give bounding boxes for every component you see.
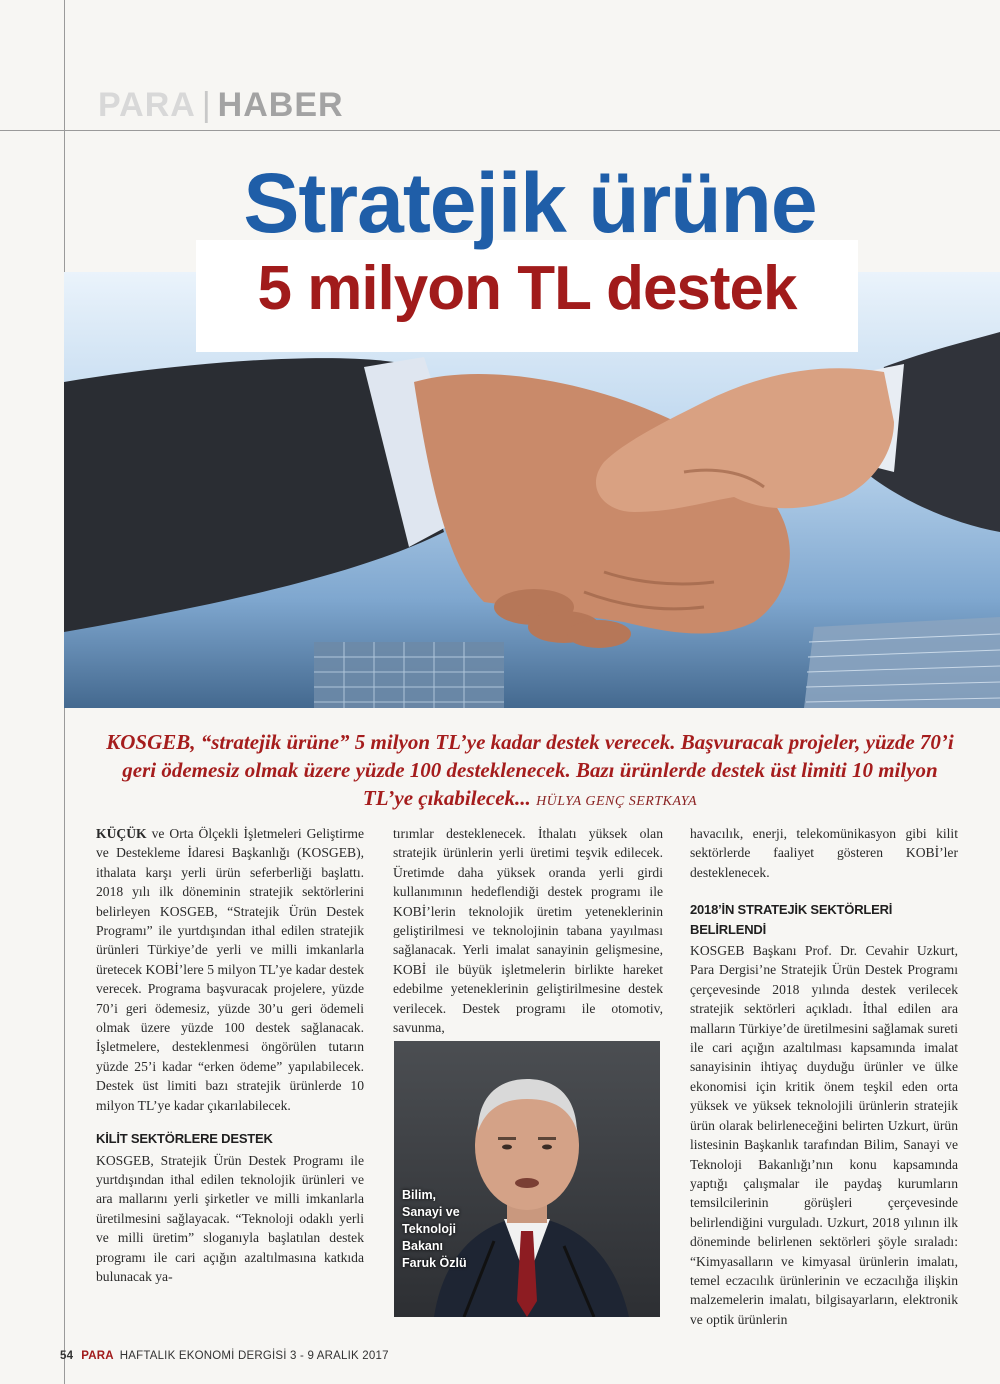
photo-caption — [402, 1187, 467, 1272]
caption-line: Teknoloji — [402, 1222, 456, 1236]
header-rule — [0, 130, 1000, 131]
paragraph — [96, 824, 364, 1115]
subheading: KİLİT SEKTÖRLERE DESTEK — [96, 1131, 273, 1147]
caption-line: Bilim, — [402, 1188, 437, 1202]
paragraph: KOSGEB, Stratejik Ürün Destek Programı ile yurtdışından ithal edilen teknolojik ürünleri ve ara mallarını yerli şirketler ve milli imkanlarla üretilmesini sağlayacak. “Teknoloji odaklı yerli ve milli üretim” sloganıyla başlatılan destek programı ile cari açığın azaltılmasına katkıda bulunacak ya- — [96, 1152, 364, 1284]
caption-line: Sanayi ve — [402, 1205, 460, 1219]
brand-name: PARA — [98, 86, 196, 124]
paragraph: KOSGEB Başkanı Prof. Dr. Cevahir Uzkurt, Para Dergisi’ne Stratejik Ürün Destek Programı çerçevesinde 2018 yılında destek verilecek stratejik sektörleri açıkladı. İthal edilen ara malların Türkiye’de üretilmesini sağlamak sureti ile cari açığın azaltılması kapsamında imalat sanayisinin ihtiyaç duyduğu ürünler ve ülke ekonomisi için kritik önem teşkil eden orta yüksek ve yüksek teknolojili ürünlerin stratejik ürün olarak belirleneceğini belirten Uzkurt, ürün listesinin Başkanlık tarafından Bilim, Sanayi ve Teknoloji Bakanlığı’nın konu kapsamında yaptığı çalışmalar ile paydaş kurumların temsilcilerinin görüşleri çerçevesinde belirlendiğini vurguladı. Uzkurt, 2018 yılının ilk döneminde belirlenen sektörleri şöyle sıraladı: “Kimyasalların ve kimyasal ürünlerin imalatı, temel eczacılık ürünlerinin ve eczacılığa ilişkin malzemelerin imalatı, bilgisayarların, elektronik ve optik ürünlerin — [690, 943, 958, 1327]
caption-line: Bakanı — [402, 1239, 443, 1253]
portrait-illustration — [394, 1041, 660, 1317]
headline-line2: 5 milyon TL destek — [257, 254, 797, 323]
section-header — [98, 88, 344, 122]
page-number: 54 — [60, 1350, 74, 1362]
paragraph: havacılık, enerji, telekomünikasyon gibi kilit sektörlerde faaliyet gösteren KOBİ’ler desteklenecek. — [690, 826, 958, 880]
subheading: 2018’İN STRATEJİK SEKTÖRLERİ BELİRLENDİ — [690, 902, 893, 937]
lead-word: KÜÇÜK — [96, 826, 147, 841]
column-3 — [690, 824, 958, 1329]
column-2 — [393, 824, 663, 1038]
column-1 — [96, 824, 364, 1286]
brand-separator: | — [201, 86, 212, 124]
section-name: HABER — [217, 86, 344, 124]
lead-text: KOSGEB, “stratejik ürüne” 5 milyon TL’ye kadar destek verecek. Başvuracak projeler, yüzde 70’i geri ödemesiz olmak üzere yüzde 100 desteklenecek. Bazı ürünlerde destek üst limiti 10 milyon TL’ye çıkabilecek... — [106, 730, 954, 810]
byline: HÜLYA GENÇ SERTKAYA — [536, 794, 698, 809]
footer-info: HAFTALIK EKONOMİ DERGİSİ 3 - 9 ARALIK 2017 — [119, 1350, 389, 1362]
paragraph-text: ve Orta Ölçekli İşletmeleri Geliştirme ve Destekleme İdaresi Başkanlığı (KOSGEB), ithalata karşı yerli ürün seferberliği başlattı. 2018 yılı ilk döneminin stratejik sektörlerini belirleyen KOSGEB, “Stratejik Ürün Destek Programı” ile yurtdışından ithal edilen stratejik ürünleri Türkiye’de yerli ve milli imkanlarla üretecek KOBİ’lere 5 milyon TL’ye kadar destek verecek. Programa başvuracak projelere, yüzde 70’i geri ödemesiz, yüzde 30’u geri ödemeli olmak üzere yüzde 100 destek sağlanacak. İşletmelere, desteklenmesi öngörülen tutarın yüzde 25’i kadar “erken ödeme” yapılabilecek. Destek üst limiti bazı stratejik ürünlerde 10 milyon TL’ye kadar çıkarılabilecek. — [96, 826, 364, 1113]
caption-line: Faruk Özlü — [402, 1256, 467, 1270]
paragraph — [393, 824, 663, 1038]
article-lead — [100, 728, 960, 816]
headline-line1: Stratejik ürüne — [243, 156, 817, 250]
paragraph-text: tırımlar desteklenecek. İthalatı yüksek olan stratejik ürünlerin yerli üretimi teşvik edilecek. Üretimde daha yüksek oranda yerli girdi kullanımının hedeflendiği destek programı ile KOBİ’lerin teknolojik üretim yeteneklerinin geliştirilmesi ve teknolojinin tabana yayılması sağlanacak. Yerli imalat sanayinin gelişmesine, KOBİ ile büyük işletmelerin birlikte hareket edebilme yeteneklerinin geliştirilmesine destek verilecek. Destek programı ile otomotiv, savunma, — [393, 826, 663, 1036]
page-footer — [60, 1350, 389, 1362]
footer-brand: PARA — [81, 1350, 114, 1362]
minister-photo — [394, 1041, 660, 1317]
